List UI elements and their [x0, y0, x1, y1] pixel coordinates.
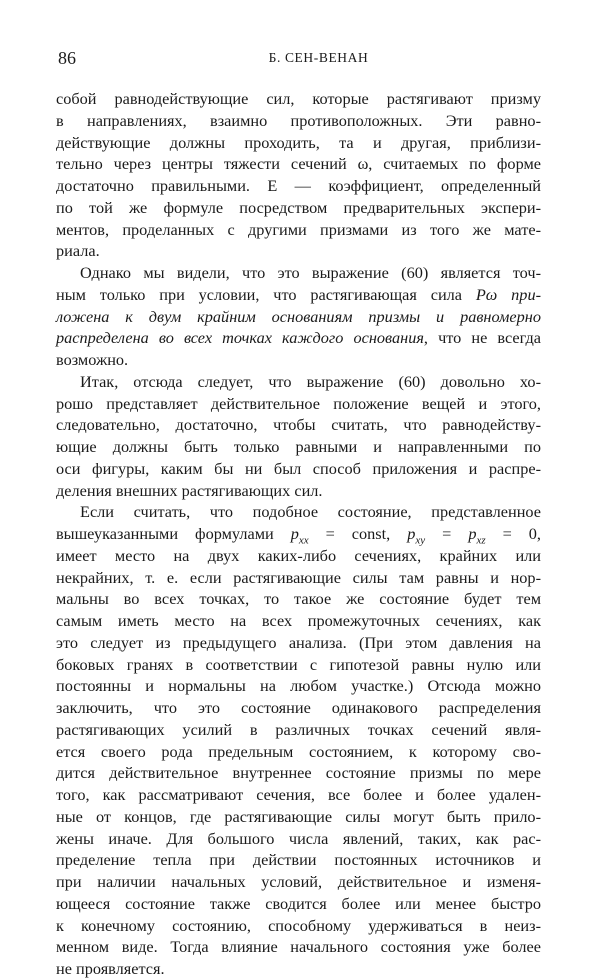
- body-text: [56, 88, 541, 980]
- text-line: жены иначе. Для большого числа явлений, таких, как рас-: [56, 828, 541, 848]
- text-line: Итак, отсюда следует, что выражение (60) довольно хо-: [80, 371, 541, 391]
- text-line: рошо представляет действительное положение вещей и этого,: [56, 393, 541, 413]
- text-line: ментов, проделанных с другими призмами из того же мате-: [56, 219, 541, 239]
- text-line: растягивающих усилий в различных точках сечений явля-: [56, 719, 541, 739]
- text-run: ным только при условии, что растягивающая сила: [56, 284, 476, 304]
- formula-pxy: $p_{xy}$: [407, 524, 426, 547]
- text-line: достаточно правильными. E — коэффициент, определенный: [56, 176, 541, 195]
- text-line: заключить, что это состояние одинакового распределения: [56, 698, 541, 717]
- text-line: мальны во всех точках, то такое же состояние будет тем: [56, 589, 541, 609]
- page-number: 86: [58, 48, 76, 68]
- text-line: это следует из предыдущего анализа. (При этом давления на: [56, 632, 541, 652]
- text-run: вышеуказанными формулами: [56, 524, 291, 543]
- formula-line: [56, 523, 541, 545]
- text-line: по той же формуле посредством предварительных экспери-: [56, 197, 541, 217]
- running-head: [56, 48, 541, 78]
- text-line: боковых гранях в соответствии с гипотезой равны нулю или: [56, 654, 541, 674]
- formula-equals: =: [425, 524, 469, 543]
- text-line: возможно.: [56, 350, 129, 369]
- text-line: деления внешних растягивающих сил.: [56, 480, 323, 500]
- paragraph-2: [56, 262, 541, 371]
- text-line: ется своего рода предельным состоянием, к которому сво-: [56, 741, 541, 761]
- text-line: в направлениях, взаимно противоположных. Эти равно-: [56, 110, 541, 130]
- text-line: Если считать, что подобное состояние, представленное: [80, 502, 541, 522]
- text-line: собой равнодействующие сил, которые растягивают призму: [56, 89, 541, 108]
- text-line: пределение тепла при действии постоянных источников и: [56, 850, 541, 870]
- paragraph-3: [56, 371, 541, 502]
- text-line: оси фигуры, каким бы ни был способ приложения и распре-: [56, 458, 541, 478]
- text-line: Однако мы видели, что это выражение (60) является точ-: [80, 263, 541, 282]
- italic-line: ложена к двум крайним основаниям призмы и равномерно: [56, 306, 541, 326]
- formula-const: = const,: [308, 524, 391, 543]
- text-line: тельно через центры тяжести сечений ω, считаемых по форме: [56, 154, 541, 174]
- text-line: постоянны и нормальны на любом участке.) Отсюда можно: [56, 676, 541, 696]
- paragraph-1: [56, 88, 541, 262]
- text-line: ющие должны быть только равными и направленными по: [56, 437, 541, 456]
- text-line: самым иметь место на всех промежуточных сечениях, как: [56, 611, 541, 630]
- paragraph-4: [56, 501, 541, 980]
- text-line: [56, 327, 541, 349]
- formula-pxz: $p_{xz}$: [468, 524, 486, 547]
- italic-run: при-: [497, 284, 541, 304]
- text-line: риала.: [56, 241, 100, 261]
- formula-zero: = 0,: [485, 524, 541, 543]
- text-line: некрайних, т. е. если растягивающие силы там равны и нор-: [56, 567, 541, 587]
- text-line: при наличии начальных условий, действительное и изменя-: [56, 872, 541, 891]
- text-line: ные от концов, где растягивающие силы могут быть прило-: [56, 806, 541, 826]
- formula-p-omega: Pω: [475, 284, 498, 304]
- text-line: дится действительное внутреннее состояние призмы по мере: [56, 763, 541, 783]
- text-line: к конечному состоянию, способному удерживаться в неиз-: [56, 915, 541, 935]
- text-line: ющееся состояние также сводится более или менее быстро: [56, 893, 541, 913]
- text-line: имеет место на двух каких-либо сечениях, крайних или: [56, 545, 541, 565]
- text-line: следовательно, достаточно, чтобы считать, что равнодейству-: [56, 415, 541, 435]
- text-line: [56, 284, 541, 306]
- italic-run: распределена во всех точках каждого основания: [56, 328, 424, 348]
- running-title: Б. СЕН-ВЕНАН: [268, 50, 369, 65]
- book-page: [56, 48, 541, 980]
- text-line: действующие должны проходить, та и другая, приблизи-: [56, 132, 541, 152]
- text-run: , что не всегда: [423, 328, 541, 348]
- formula-pxx: $p_{xx}$: [290, 524, 309, 547]
- text-line: того, как рассматривают сечения, все более и более удален-: [56, 785, 541, 804]
- text-line: не проявляется.: [56, 959, 165, 978]
- text-line: менном виде. Тогда влияние начального состояния уже более: [56, 937, 541, 957]
